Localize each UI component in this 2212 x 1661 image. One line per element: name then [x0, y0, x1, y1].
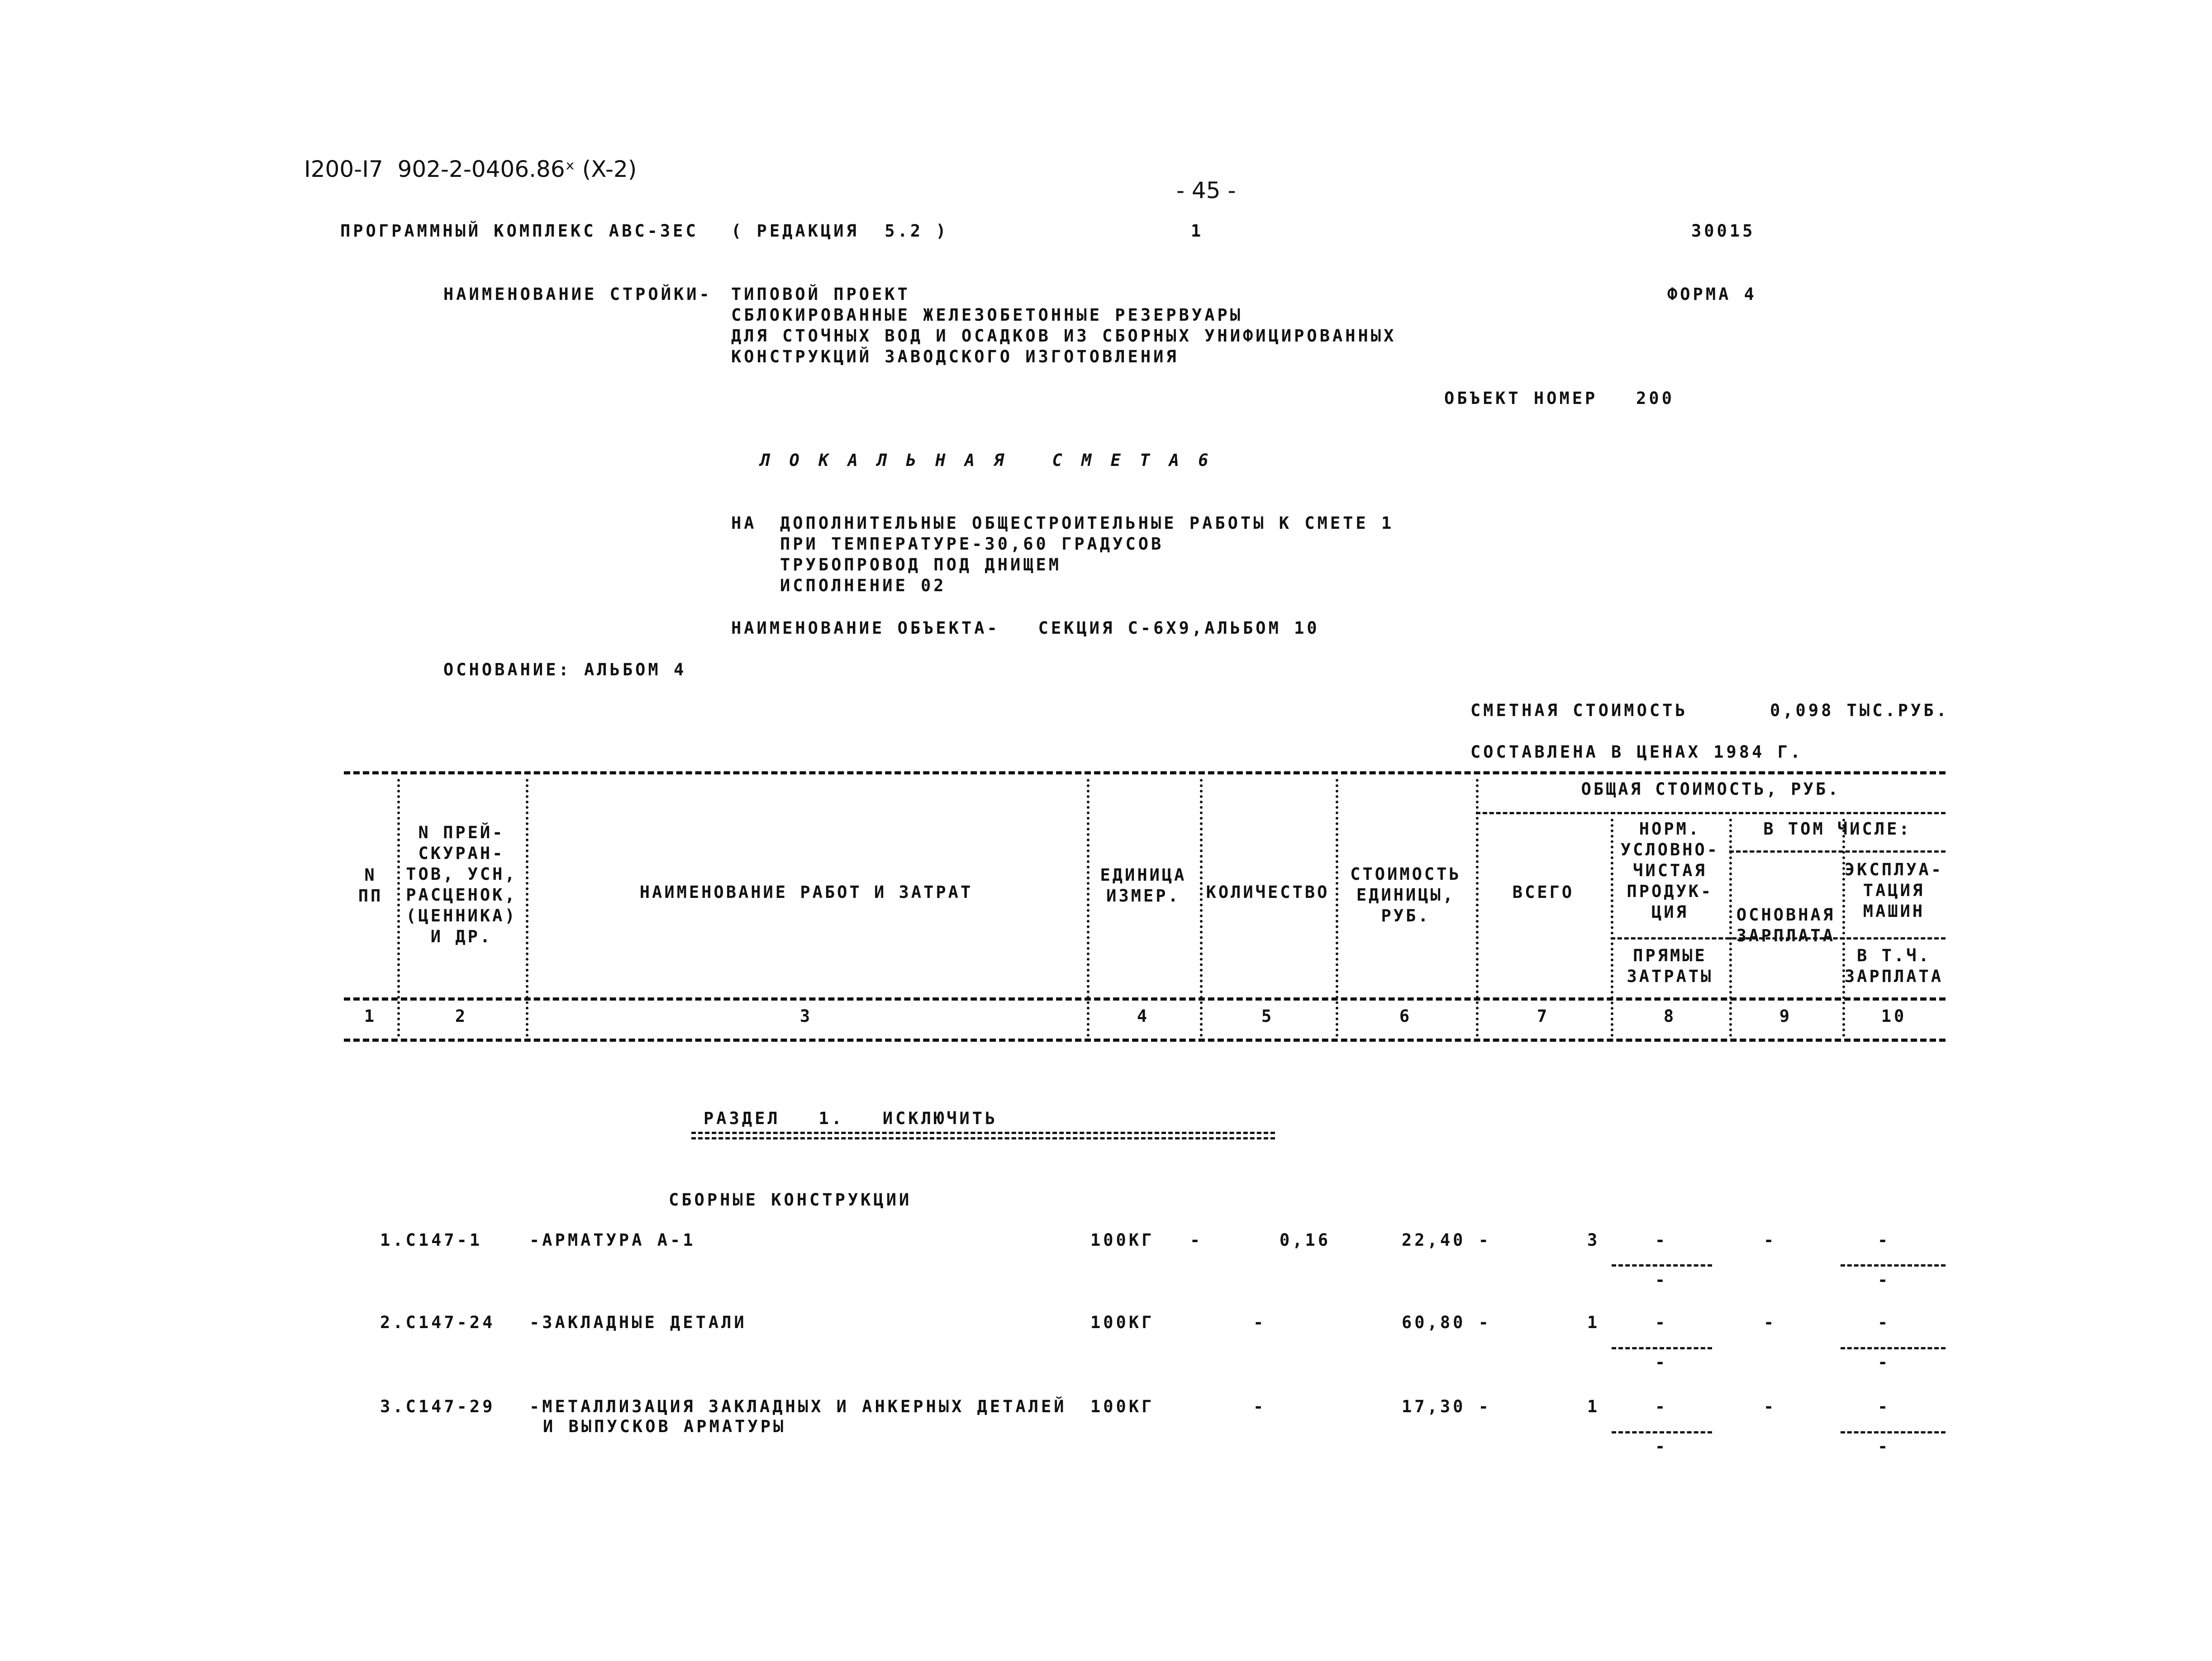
basis: ОСНОВАНИЕ: АЛЬБОМ 4	[443, 660, 687, 679]
construction-line-2: СБЛОКИРОВАННЫЕ ЖЕЛЕЗОБЕТОННЫЕ РЕЗЕРВУАРЫ	[731, 305, 1243, 325]
row-unit-price: 17,30 -	[1402, 1397, 1491, 1416]
row-total: 1	[1587, 1397, 1600, 1416]
row-unit-price: 60,80 -	[1402, 1313, 1491, 1332]
row-work-name: -АРМАТУРА А-1	[529, 1230, 696, 1250]
row-machine-lower: -	[1878, 1270, 1891, 1290]
row-norm: -	[1655, 1230, 1668, 1250]
header-quantity: КОЛИЧЕСТВО	[1206, 883, 1330, 902]
row-machine: -	[1878, 1230, 1891, 1250]
row-norm: -	[1655, 1397, 1668, 1416]
works-line-3: ТРУБОПРОВОД ПОД ДНИЩЕМ	[780, 555, 1062, 574]
works-prefix: НА	[731, 513, 757, 533]
row-wage: -	[1764, 1397, 1777, 1416]
row-norm: -	[1655, 1313, 1668, 1332]
section-title: РАЗДЕЛ 1. ИСКЛЮЧИТЬ	[704, 1109, 998, 1128]
row-norm-lower: -	[1655, 1353, 1668, 1372]
column-number-6: 6	[1399, 1006, 1413, 1026]
form-number: ФОРМА 4	[1667, 285, 1757, 304]
column-number-8: 8	[1663, 1006, 1677, 1026]
row-norm-lower: -	[1655, 1437, 1668, 1456]
row-dash: -	[1190, 1230, 1203, 1250]
row-work-name: -МЕТАЛЛИЗАЦИЯ ЗАКЛАДНЫХ И АНКЕРНЫХ ДЕТАЛЕЙ	[529, 1397, 1067, 1416]
row-wage: -	[1764, 1230, 1777, 1250]
row-quantity: -	[1253, 1397, 1266, 1416]
column-number-10: 10	[1881, 1006, 1907, 1026]
row-machine: -	[1878, 1313, 1891, 1332]
construction-line-1: ТИПОВОЙ ПРОЕКТ	[731, 285, 910, 304]
header-unit: ЕДИНИЦА ИЗМЕР.	[1100, 865, 1187, 906]
row-unit: 100КГ	[1090, 1230, 1155, 1250]
sheet-number: 1	[1191, 221, 1204, 241]
row-machine: -	[1878, 1397, 1891, 1416]
program-edition: ( РЕДАКЦИЯ 5.2 )	[731, 221, 949, 241]
construction-label: НАИМЕНОВАНИЕ СТРОЙКИ-	[443, 285, 712, 304]
construction-line-3: ДЛЯ СТОЧНЫХ ВОД И ОСАДКОВ ИЗ СБОРНЫХ УНИФИЦИРОВАННЫХ	[731, 326, 1397, 346]
header-including: В ТОМ ЧИСЛЕ:	[1763, 819, 1912, 839]
document-code: 30015	[1691, 221, 1755, 241]
column-number-4: 4	[1137, 1006, 1150, 1026]
program-name: ПРОГРАММНЫЙ КОМПЛЕКС АВС-ЗЕС	[340, 221, 699, 241]
row-quantity: -	[1253, 1313, 1266, 1332]
row-machine-lower: -	[1878, 1353, 1891, 1372]
page-number: - 45 -	[1176, 177, 1236, 204]
object-name: НАИМЕНОВАНИЕ ОБЪЕКТА- СЕКЦИЯ С-6Х9,АЛЬБОМ 10	[731, 618, 1320, 638]
row-code: 3.С147-29	[380, 1397, 495, 1416]
row-unit: 100КГ	[1090, 1313, 1155, 1332]
works-line-2: ПРИ ТЕМПЕРАТУРЕ-30,60 ГРАДУСОВ	[780, 534, 1164, 554]
column-number-5: 5	[1261, 1006, 1275, 1026]
row-machine-lower: -	[1878, 1437, 1891, 1456]
row-quantity: 0,16	[1280, 1230, 1331, 1250]
row-wage: -	[1764, 1313, 1777, 1332]
row-unit-price: 22,40 -	[1402, 1230, 1491, 1250]
works-line-1: ДОПОЛНИТЕЛЬНЫЕ ОБЩЕСТРОИТЕЛЬНЫЕ РАБОТЫ К СМЕТЕ 1	[780, 513, 1394, 533]
row-work-name-continued: И ВЫПУСКОВ АРМАТУРЫ	[543, 1417, 786, 1436]
header-machine-operation: ЭКСПЛУА- ТАЦИЯ МАШИН	[1844, 860, 1944, 921]
estimate-cost-value: 0,098 ТЫС.РУБ.	[1770, 701, 1949, 720]
column-number-7: 7	[1537, 1006, 1550, 1026]
row-code: 1.С147-1	[380, 1230, 483, 1250]
row-code: 2.С147-24	[380, 1313, 495, 1332]
header-unit-price: СТОИМОСТЬ ЕДИНИЦЫ, РУБ.	[1350, 864, 1461, 925]
subsection-title: СБОРНЫЕ КОНСТРУКЦИИ	[669, 1190, 912, 1210]
header-work-name: НАИМЕНОВАНИЕ РАБОТ И ЗАТРАТ	[639, 883, 973, 902]
header-machine-wage: В Т.Ч. ЗАРПЛАТА	[1844, 946, 1944, 986]
object-number: ОБЪЕКТ НОМЕР 200	[1444, 389, 1674, 408]
column-number-3: 3	[799, 1006, 813, 1026]
row-unit: 100КГ	[1090, 1397, 1155, 1416]
row-total: 1	[1587, 1313, 1600, 1332]
header-direct-costs: ПРЯМЫЕ ЗАТРАТЫ	[1627, 946, 1713, 986]
header-price-code: N ПРЕЙ- СКУРАН- ТОВ, УСН, РАСЦЕНОК, (ЦЕННИКА) И ДР.	[406, 823, 517, 946]
header-base-wage: ОСНОВНАЯ ЗАРПЛАТА	[1736, 905, 1836, 945]
column-number-2: 2	[455, 1006, 468, 1026]
row-norm-lower: -	[1655, 1270, 1668, 1290]
header-total-cost-group: ОБЩАЯ СТОИМОСТЬ, РУБ.	[1581, 779, 1841, 799]
estimate-cost-label: СМЕТНАЯ СТОИМОСТЬ	[1470, 701, 1688, 720]
row-work-name: -ЗАКЛАДНЫЕ ДЕТАЛИ	[529, 1313, 747, 1332]
column-number-9: 9	[1779, 1006, 1793, 1026]
estimate-title: Л О К А Л Ь Н А Я С М Е Т А 6	[760, 451, 1213, 470]
header-total: ВСЕГО	[1512, 883, 1575, 902]
works-line-4: ИСПОЛНЕНИЕ 02	[780, 576, 947, 595]
construction-line-4: КОНСТРУКЦИЙ ЗАВОДСКОГО ИЗГОТОВЛЕНИЯ	[731, 347, 1179, 366]
row-total: 3	[1587, 1230, 1600, 1250]
header-row-number: N ПП	[358, 865, 383, 906]
header-norm-production: НОРМ. УСЛОВНО- ЧИСТАЯ ПРОДУК- ЦИЯ	[1620, 819, 1720, 922]
document-reference: I200-I7 902-2-0406.86ˣ (X-2)	[304, 156, 637, 182]
prices-year: СОСТАВЛЕНА В ЦЕНАХ 1984 Г.	[1470, 742, 1803, 762]
column-number-1: 1	[364, 1006, 377, 1026]
